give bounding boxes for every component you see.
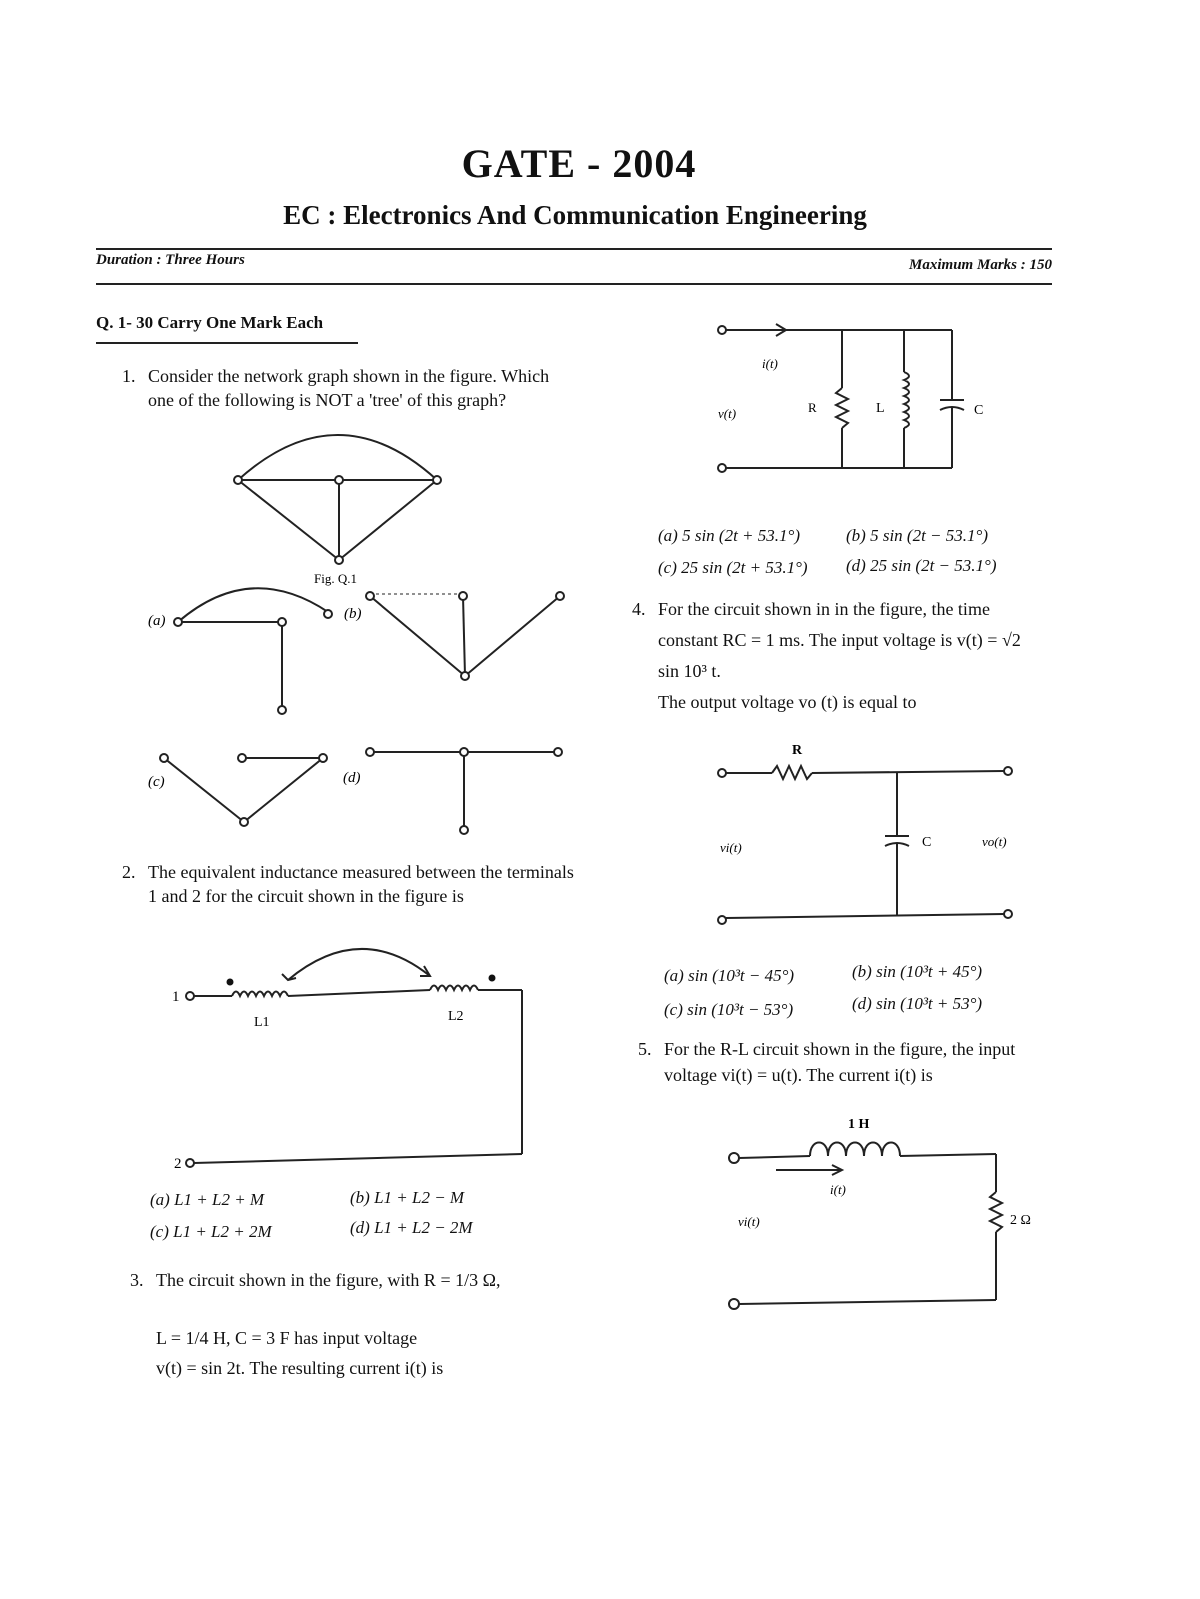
question-text-line: constant RC = 1 ms. The input voltage is v(t) = √2 [658,630,1021,650]
terminal-2: 2 [174,1156,182,1172]
question-text-line: sin 10³ t. [658,661,721,681]
question-text-line: The circuit shown in the figure, with R = 1/3 Ω, [156,1270,501,1290]
q3-option-a: (a) 5 sin (2t + 53.1°) [658,526,800,545]
question-text: The equivalent inductance measured between the terminals 1 and 2 for the circuit shown in the figure is [148,862,574,906]
resistor-label: R [808,400,817,415]
q1-option-c: (c) [148,774,165,790]
q4-option-d: (d) sin (10³t + 53°) [852,994,983,1013]
current-label: i(t) [830,1182,846,1197]
page-subtitle: EC : Electronics And Communication Engineering [283,200,867,230]
question-number: 2. [122,862,136,882]
inductor-label: 1 H [848,1117,870,1132]
capacitor-label: C [974,403,984,418]
question-text: Consider the network graph shown in the figure. Which one of the following is NOT a 'tree' of this graph? [148,366,550,410]
q1-option-a: (a) [148,613,166,629]
resistor-2ohm [990,1192,1002,1232]
question-text-line: voltage vi(t) = u(t). The current i(t) is [664,1065,933,1085]
q1-fig-label: Fig. Q.1 [314,571,357,586]
resistor-label: 2 Ω [1010,1213,1031,1228]
q2-option-c: (c) L1 + L2 + 2M [150,1222,272,1241]
q4-option-a: (a) sin (10³t − 45°) [664,966,795,985]
q2-option-b: (b) L1 + L2 − M [350,1188,465,1207]
output-voltage-label: vo(t) [982,834,1007,849]
question-text-line: For the R-L circuit shown in the figure, the input [664,1039,1016,1059]
question-text-line: L = 1/4 H, C = 3 F has input voltage [156,1328,418,1348]
section-heading: Q. 1- 30 Carry One Mark Each [96,313,324,332]
page-title: GATE - 2004 [461,141,697,186]
input-voltage-label: vi(t) [720,840,742,855]
question-number: 4. [632,599,646,619]
voltage-label: v(t) [718,406,737,421]
q1-option-b: (b) [344,606,362,622]
q1-option-d: (d) [343,770,361,786]
input-voltage-label: vi(t) [738,1214,760,1229]
capacitor-label: C [922,835,932,850]
question-number: 3. [130,1270,144,1290]
question-text-line: v(t) = sin 2t. The resulting current i(t) is [156,1358,444,1378]
question-text-line: For the circuit shown in in the figure, the time [658,599,990,619]
question-number: 1. [122,366,136,386]
inductor-1h [810,1143,900,1157]
inductor-label: L [876,401,885,416]
current-label: i(t) [762,356,778,371]
question-number: 5. [638,1039,652,1059]
q3-option-b: (b) 5 sin (2t − 53.1°) [846,526,988,545]
l2-label: L2 [448,1009,464,1024]
question-text-line: The output voltage vo (t) is equal to [658,692,917,712]
resistor-label: R [792,743,803,758]
q2-option-d: (d) L1 + L2 − 2M [350,1218,473,1237]
terminal-1: 1 [172,989,180,1005]
q4-option-c: (c) sin (10³t − 53°) [664,1000,794,1019]
q4-option-b: (b) sin (10³t + 45°) [852,962,983,981]
l1-label: L1 [254,1015,270,1030]
q3-option-d: (d) 25 sin (2t − 53.1°) [846,556,997,575]
q2-option-a: (a) L1 + L2 + M [150,1190,265,1209]
q3-option-c: (c) 25 sin (2t + 53.1°) [658,558,808,577]
duration-label: Duration : Three Hours [96,252,245,268]
max-marks-label: Maximum Marks : 150 [909,257,1052,273]
